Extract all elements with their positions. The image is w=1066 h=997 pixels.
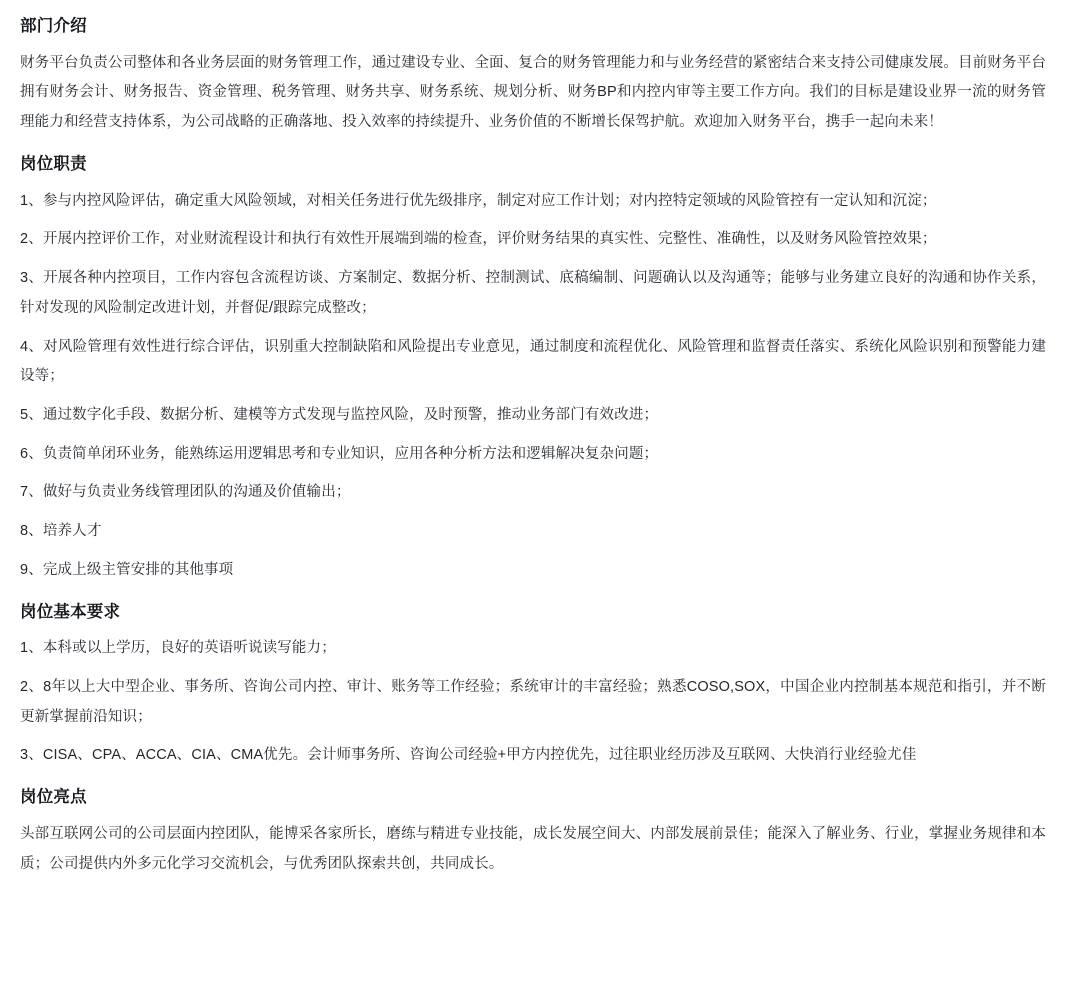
section-requirements xyxy=(20,600,1046,772)
list-item: 6、负责简单闭环业务，能熟练运用逻辑思考和专业知识，应用各种分析方法和逻辑解决复杂问题； xyxy=(20,445,659,462)
list-item: 7、做好与负责业务线管理团队的沟通及价值输出； xyxy=(20,484,351,501)
list-item: 8、培养人才 xyxy=(20,523,102,540)
paragraph-highlights: 头部互联网公司的公司层面内控团队，能博采各家所长，磨练与精进专业技能，成长发展空间大、内部发展前景佳；能深入了解业务、行业，掌握业务规律和本质；公司提供内外多元化学习交流机会，与优秀团队探索共创，共同成长。 xyxy=(20,825,1046,872)
list-item: 3、CISA、CPA、ACCA、CIA、CMA优先。会计师事务所、咨询公司经验+甲方内控优先，过往职业经历涉及互联网、大快消行业经验尤佳 xyxy=(20,747,917,764)
paragraph-department-intro: 财务平台负责公司整体和各业务层面的财务管理工作，通过建设专业、全面、复合的财务管理能力和与业务经营的紧密结合来支持公司健康发展。目前财务平台拥有财务会计、财务报告、资金管理、税务管理、财务共享、财务系统、规划分析、财务BP和内控内审等主要工作方向。我们的目标是建设业界一流的财务管理能力和经营支持体系，为公司战略的正确落地、投入效率的持续提升、业务价值的不断增长保驾护航。欢迎加入财务平台，携手一起向未来！ xyxy=(20,54,1046,131)
section-department-intro xyxy=(20,14,1046,138)
section-title-highlights: 岗位亮点 xyxy=(20,788,87,807)
list-item: 5、通过数字化手段、数据分析、建模等方式发现与监控风险，及时预警，推动业务部门有效改进； xyxy=(20,406,659,423)
section-title-department-intro: 部门介绍 xyxy=(20,17,87,35)
list-item: 4、对风险管理有效性进行综合评估，识别重大控制缺陷和风险提出专业意见，通过制度和流程优化、风险管理和监督责任落实、系统化风险识别和预警能力建设等； xyxy=(20,338,1046,385)
list-item: 1、本科或以上学历，良好的英语听说读写能力； xyxy=(20,640,336,657)
list-item: 1、参与内控风险评估，确定重大风险领域，对相关任务进行优先级排序，制定对应工作计划；对内控特定领域的风险管控有一定认知和沉淀； xyxy=(20,192,937,209)
section-highlights xyxy=(20,785,1046,879)
section-title-responsibilities: 岗位职责 xyxy=(20,154,87,173)
list-item: 3、开展各种内控项目，工作内容包含流程访谈、方案制定、数据分析、控制测试、底稿编制、问题确认以及沟通等；能够与业务建立良好的沟通和协作关系，针对发现的风险制定改进计划，并督促/跟踪完成整改； xyxy=(20,270,1046,316)
section-responsibilities xyxy=(20,152,1046,586)
responsibilities-list xyxy=(20,187,1046,586)
section-title-requirements: 岗位基本要求 xyxy=(20,602,121,621)
list-item: 2、8年以上大中型企业、事务所、咨询公司内控、审计、账务等工作经验；系统审计的丰富经验；熟悉COSO,SOX，中国企业内控制基本规范和指引，并不断更新掌握前沿知识； xyxy=(20,679,1046,725)
requirements-list xyxy=(20,634,1046,771)
list-item: 2、开展内控评价工作，对业财流程设计和执行有效性开展端到端的检查，评价财务结果的真实性、完整性、准确性，以及财务风险管控效果； xyxy=(20,231,937,248)
list-item: 9、完成上级主管安排的其他事项 xyxy=(20,561,234,578)
